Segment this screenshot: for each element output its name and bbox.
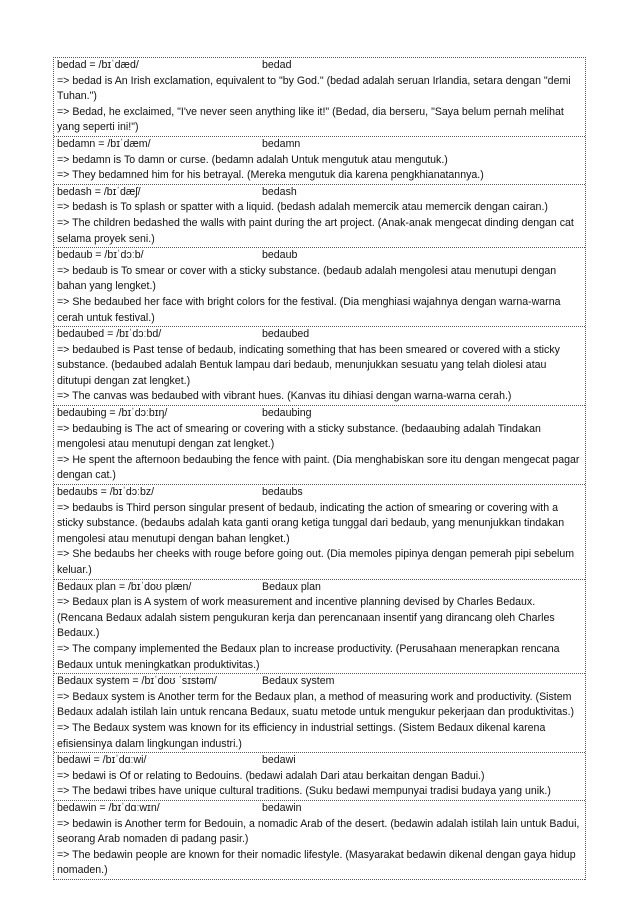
entry-word: bedaubed [262,328,310,341]
entry-definition: => bedad is An Irish exclamation, equivalent to "by God." (bedad adalah seruan Irlandia, setara dengan "demi Tuhan.") [57,74,571,103]
entry-word: bedaubing [262,407,312,420]
entry-word: bedaubs [262,486,303,499]
entry-header [57,753,583,769]
dictionary-entry [54,327,585,406]
dictionary-entry [54,58,585,137]
entry-pronunciation: bedad = /bɪˈdæd/ [57,59,139,71]
entry-header [57,580,583,596]
entry-example: => She bedaubed her face with bright colors for the festival. (Dia menghiasi wajahnya dengan warna-warna cerah untuk festival.) [57,295,561,324]
entry-word: bedad [262,59,292,71]
entry-header [57,58,583,74]
entry-definition: => bedash is To splash or spatter with a liquid. (bedash adalah memercik atau memercik dengan cairan.) [57,201,548,214]
entry-definition: => bedaubed is Past tense of bedaub, indicating something that has been smeared or covered with a sticky substance. (bedaubed adalah Bentuk lampau dari bedaub, menunjukkan sesuatu yang telah diolesi atau ditutupi dengan zat lengket.) [57,343,560,387]
dictionary-page [53,57,586,880]
entry-word: bedawin [262,801,302,814]
entry-pronunciation: bedaubed = /bɪˈdɔːbd/ [57,328,162,341]
dictionary-entry [54,580,585,675]
entry-word: bedawi [262,754,296,767]
entry-header [57,801,583,817]
entry-pronunciation: Bedaux system = /bɪˈdoʊ ˈsɪstəm/ [57,675,217,688]
entry-pronunciation: bedawin = /bɪˈdɑːwɪn/ [57,801,160,814]
entry-header [57,674,583,690]
dictionary-entry [54,753,585,801]
entry-pronunciation: bedaubs = /bɪˈdɔːbz/ [57,486,155,499]
entry-header [57,485,583,501]
entry-example: => He spent the afternoon bedaubing the fence with paint. (Dia menghabiskan sore itu dengan mengecat pagar dengan cat.) [57,453,580,482]
entry-word: bedamn [262,137,301,150]
entry-word: bedash [262,185,297,198]
entry-definition: => bedaubing is The act of smearing or covering with a sticky substance. (bedaaubing adalah Tindakan mengolesi atau menutupi dengan zat lengket.) [57,422,541,451]
entry-example: => The canvas was bedaubed with vibrant hues. (Kanvas itu dihiasi dengan warna-warna cerah.) [57,390,512,403]
dictionary-entry [54,137,585,185]
entry-example: => The children bedashed the walls with paint during the art project. (Anak-anak mengecat dinding dengan cat selama proyek seni.) [57,216,574,245]
entry-word: Bedaux plan [262,580,321,593]
entry-pronunciation: Bedaux plan = /bɪˈdoʊ plæn/ [57,580,192,593]
entry-example: => The company implemented the Bedaux plan to increase productivity. (Perusahaan menerapkan rencana Bedaux untuk meningkatkan produktivitas.) [57,642,560,671]
entry-definition: => bedawi is Of or relating to Bedouins. (bedawi adalah Dari atau berkaitan dengan Badui.) [57,769,485,782]
entry-example: => They bedamned him for his betrayal. (Mereka mengutuk dia karena pengkhianatannya.) [57,169,484,182]
entry-example: => Bedad, he exclaimed, "I've never seen anything like it!" (Bedad, dia berseru, "Saya belum pernah melihat yang seperti ini!") [57,105,564,134]
dictionary-entry [54,185,585,248]
entry-word: Bedaux system [262,675,335,688]
entry-pronunciation: bedawi = /bɪˈdɑːwi/ [57,754,147,767]
entry-example: => The bedawin people are known for their nomadic lifestyle. (Masyarakat bedawin dikenal dengan gaya hidup nomaden.) [57,848,576,877]
entry-word: bedaub [262,249,298,262]
dictionary-entry [54,674,585,753]
entry-header [57,137,583,153]
dictionary-entry [54,406,585,485]
entry-example: => The bedawi tribes have unique cultural traditions. (Suku bedawi mempunyai tradisi budaya yang unik.) [57,785,551,798]
entry-example: => The Bedaux system was known for its efficiency in industrial settings. (Sistem Bedaux dikenal karena efisiensinya dalam lingkungan industri.) [57,721,546,750]
entry-pronunciation: bedaubing = /bɪˈdɔːbɪŋ/ [57,407,168,420]
dictionary-entry [54,485,585,580]
dictionary-entry [54,801,585,880]
entry-header [57,185,583,201]
entry-example: => She bedaubs her cheeks with rouge before going out. (Dia memoles pipinya dengan pemerah pipi sebelum keluar.) [57,548,575,576]
entry-definition: => Bedaux system is Another term for the Bedaux plan, a method of measuring work and productivity. (Sistem Bedaux adalah istilah lain untuk rencana Bedaux, suatu metode untuk mengukur pekerjaan dan produktivitas.) [57,690,575,719]
entry-definition: => bedaub is To smear or cover with a sticky substance. (bedaub adalah mengolesi atau menutupi dengan bahan yang lengket.) [57,264,557,293]
entry-pronunciation: bedamn = /bɪˈdæm/ [57,137,151,150]
entry-definition: => bedawin is Another term for Bedouin, a nomadic Arab of the desert. (bedawin adalah istilah lain untuk Badui, seorang Arab nomaden di padang pasir.) [57,817,580,846]
entry-header [57,327,583,343]
entry-definition: => Bedaux plan is A system of work measurement and incentive planning devised by Charles Bedaux. (Rencana Bedaux adalah sistem pengukuran kerja dan perencanaan insentif yang dirancang oleh Charles Bedaux.) [57,596,555,640]
entry-pronunciation: bedaub = /bɪˈdɔːb/ [57,249,144,262]
entry-definition: => bedamn is To damn or curse. (bedamn adalah Untuk mengutuk atau mengutuk.) [57,153,448,166]
entry-definition: => bedaubs is Third person singular present of bedaub, indicating the action of smearing or covering with a sticky substance. (bedaubs adalah kata ganti orang ketiga tunggal dari bedaub, yang menunjukkan tindakan mengolesi atau menutupi dengan bahan lengket.) [57,501,565,545]
entry-header [57,406,583,422]
entry-pronunciation: bedash = /bɪˈdæʃ/ [57,185,141,198]
dictionary-entry [54,248,585,327]
entry-header [57,248,583,264]
